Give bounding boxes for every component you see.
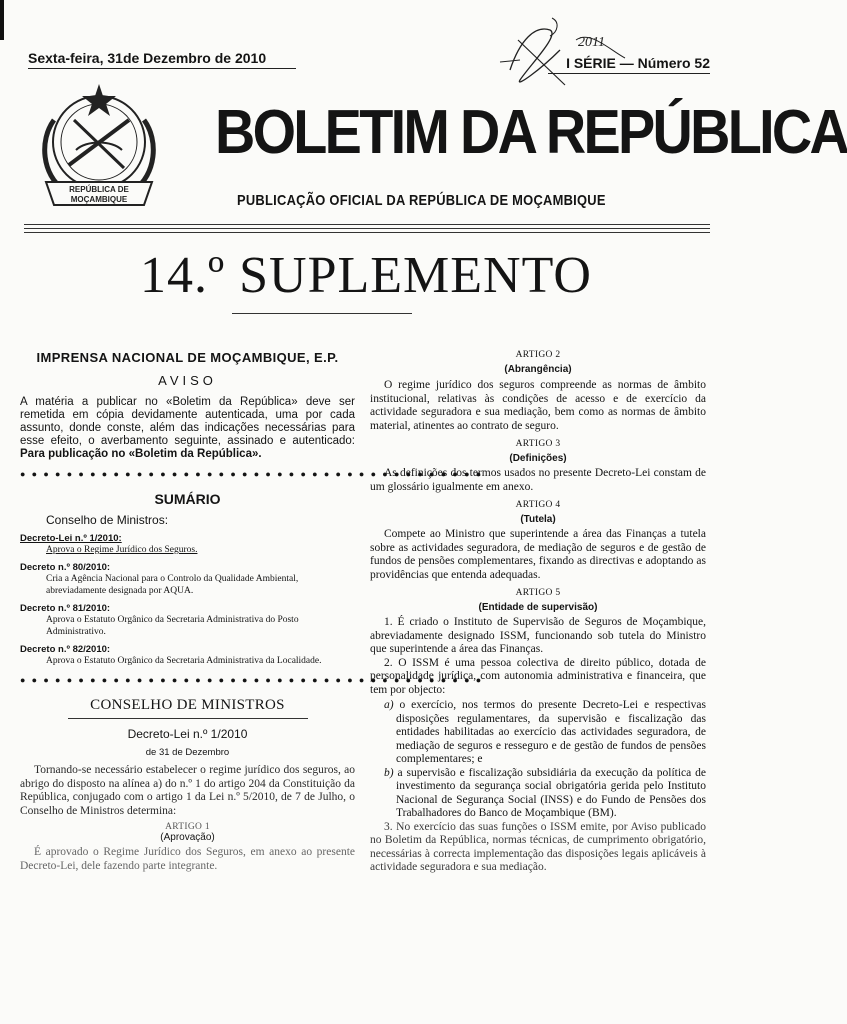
article-label: ARTIGO 4 bbox=[515, 500, 561, 510]
masthead-subtitle: PUBLICAÇÃO OFICIAL DA REPÚBLICA DE MOÇAMBIQUE bbox=[237, 192, 606, 209]
decree-label: Decreto-Lei n.º 1/2010: bbox=[20, 533, 122, 544]
aviso-body bbox=[20, 396, 355, 461]
decree-label: Decreto n.º 81/2010: bbox=[20, 603, 111, 614]
handwritten-number: 2011 bbox=[578, 35, 605, 50]
issue-series: I SÉRIE — Número 52 bbox=[548, 55, 710, 74]
article-paragraph: 2. O ISSM é uma pessoa colectiva de direito público, dotada de personalidade jurídica, com autonomia administrativa e financeira, que tem por objecto: bbox=[370, 656, 706, 696]
decree-label: Decreto n.º 80/2010: bbox=[20, 562, 111, 573]
issue-date: Sexta-feira, 31de Dezembro de 2010 bbox=[28, 50, 296, 69]
dotted-divider: ● ● ● ● ● ● ● ● ● ● ● ● ● ● ● ● ● ● ● ● ● ● ● ● ● ● ● ● ● ● ● ● ● ● ● ● ● ● ● ● bbox=[20, 675, 484, 685]
article-paragraph: Compete ao Ministro que superintende a área das Finanças a tutela sobre as actividades seguradora, de mediação de seguros e de gestão de fundos de pensões complementares, fixando as directivas e adoptando as providências que entenda adequadas. bbox=[370, 528, 706, 581]
left-column bbox=[20, 350, 484, 873]
scan-edge-mark bbox=[0, 0, 4, 40]
article-paragraph: 1. É criado o Instituto de Supervisão de Seguros de Moçambique, abreviadamente designado ISSM, funcionando sob tutela do Ministro que superintende a área das Finanças. bbox=[370, 616, 706, 655]
sumario-heading: SUMÁRIO bbox=[154, 491, 221, 507]
list-text: o exercício, nos termos do presente Decreto-Lei e respectivas disposições regulamentares, da supervisão e fiscalização das entidades habilitadas ao exercício das actividades seguradora, de mediação de seguros e resseguro e de gestão de fundos de pensões complementares; e bbox=[396, 699, 706, 765]
aviso-text: A matéria a publicar no «Boletim da República» deve ser remetida em cópia devidamente autenticada, uma por cada assunto, donde conste, além das indicações necessárias para esse efeito, o averbamento seguinte, assinado e autenticado: bbox=[20, 396, 355, 447]
masthead-title: BOLETIM DA REPÚBLICA bbox=[215, 98, 847, 167]
article-label: ARTIGO 2 bbox=[515, 350, 561, 360]
article-title: (Definições) bbox=[509, 453, 567, 464]
article-block bbox=[370, 500, 706, 582]
article-title: (Abrangência) bbox=[504, 364, 572, 375]
article-title: (Aprovação) bbox=[160, 832, 215, 843]
decreto-lei-heading: Decreto-Lei n.º 1/2010 bbox=[127, 727, 248, 741]
decree-text: Cria a Agência Nacional para o Controlo da Qualidade Ambiental, abreviadamente designada por AQUA. bbox=[46, 574, 299, 596]
article-block bbox=[370, 439, 706, 494]
list-marker: a) bbox=[384, 699, 394, 711]
right-column bbox=[370, 350, 706, 875]
list-marker: b) bbox=[384, 766, 394, 779]
article-title: (Entidade de supervisão) bbox=[478, 602, 598, 613]
divider-rule bbox=[24, 228, 710, 229]
conselho-heading: CONSELHO DE MINISTROS bbox=[90, 697, 285, 713]
divider-rule bbox=[24, 224, 710, 225]
article-title: (Tutela) bbox=[520, 514, 556, 525]
list-text: a supervisão e fiscalização subsidiária da execução da política de investimento da segurança social obrigatória gerida pelo Instituto Nacional de Segurança Social (INSS) e do Fundo de Pensões dos Trabalhadores do Banco de Moçambique (BM). bbox=[396, 766, 707, 819]
decreto-lei-date: de 31 de Dezembro bbox=[145, 747, 230, 758]
article-label: ARTIGO 5 bbox=[515, 588, 561, 598]
coat-of-arms-emblem bbox=[24, 80, 174, 215]
emblem-text-line1: REPÚBLICA DE bbox=[69, 185, 129, 194]
decree-text: Aprova o Estatuto Orgânico da Secretaria Administrativa da Localidade. bbox=[46, 656, 322, 666]
decree-item bbox=[20, 533, 355, 556]
article-block bbox=[370, 350, 706, 433]
supplement-title: 14.º SUPLEMENTO bbox=[140, 247, 592, 304]
decree-list bbox=[20, 533, 355, 667]
aviso-text-bold: Para publicação no «Boletim da República». bbox=[20, 448, 262, 460]
article-paragraph: As definições dos termos usados no presente Decreto-Lei constam de um glossário igualmente em anexo. bbox=[370, 467, 706, 493]
dotted-divider: ● ● ● ● ● ● ● ● ● ● ● ● ● ● ● ● ● ● ● ● ● ● ● ● ● ● ● ● ● ● ● ● ● ● ● ● ● ● ● ● bbox=[20, 469, 484, 479]
decree-label: Decreto n.º 82/2010: bbox=[20, 644, 111, 655]
divider-rule bbox=[24, 232, 710, 233]
article-label: ARTIGO 1 bbox=[165, 822, 210, 832]
emblem-text-line2: MOÇAMBIQUE bbox=[70, 195, 128, 204]
decree-item bbox=[20, 603, 355, 638]
decree-text: Aprova o Estatuto Orgânico da Secretaria Administrativa do Posto Administrativo. bbox=[46, 615, 299, 637]
aviso-heading: AVISO bbox=[158, 373, 217, 388]
decree-item bbox=[20, 644, 355, 667]
conselho-ministros-label: Conselho de Ministros: bbox=[46, 513, 169, 527]
decree-text: Aprova o Regime Jurídico dos Seguros. bbox=[46, 545, 198, 555]
article-paragraph: 3. No exercício das suas funções o ISSM emite, por Aviso publicado no Boletim da República, normas técnicas, de cumprimento obrigatório, necessárias à correcta implementação das disposições legais aplicáveis à actividade seguradora e sua mediação. bbox=[370, 820, 706, 873]
list-item bbox=[370, 767, 706, 821]
article-text: É aprovado o Regime Jurídico dos Seguros, em anexo ao presente Decreto-Lei, dele fazendo parte integrante. bbox=[20, 846, 355, 872]
imprensa-heading: IMPRENSA NACIONAL DE MOÇAMBIQUE, E.P. bbox=[36, 350, 339, 365]
preamble-text: Tornando-se necessário estabelecer o regime jurídico dos seguros, ao abrigo do disposto na alínea a) do n.º 1 do artigo 204 da Constituição da República, conjugado com o artigo 1 da Lei n.º 5/2010, de 7 de Julho, o Conselho de Ministros determina: bbox=[20, 764, 355, 817]
decree-item bbox=[20, 562, 355, 597]
conselho-rule bbox=[68, 718, 308, 719]
article-paragraph: O regime jurídico dos seguros compreende as normas de âmbito institucional, relativas às condições de acesso e de exercício da actividade seguradora e sua mediação, bem como as normas de âmbito material, atinentes ao contrato de seguro. bbox=[370, 379, 706, 432]
article-label: ARTIGO 3 bbox=[515, 439, 561, 449]
list-item bbox=[370, 699, 706, 767]
article-block bbox=[370, 588, 706, 875]
supplement-underline bbox=[232, 313, 412, 314]
